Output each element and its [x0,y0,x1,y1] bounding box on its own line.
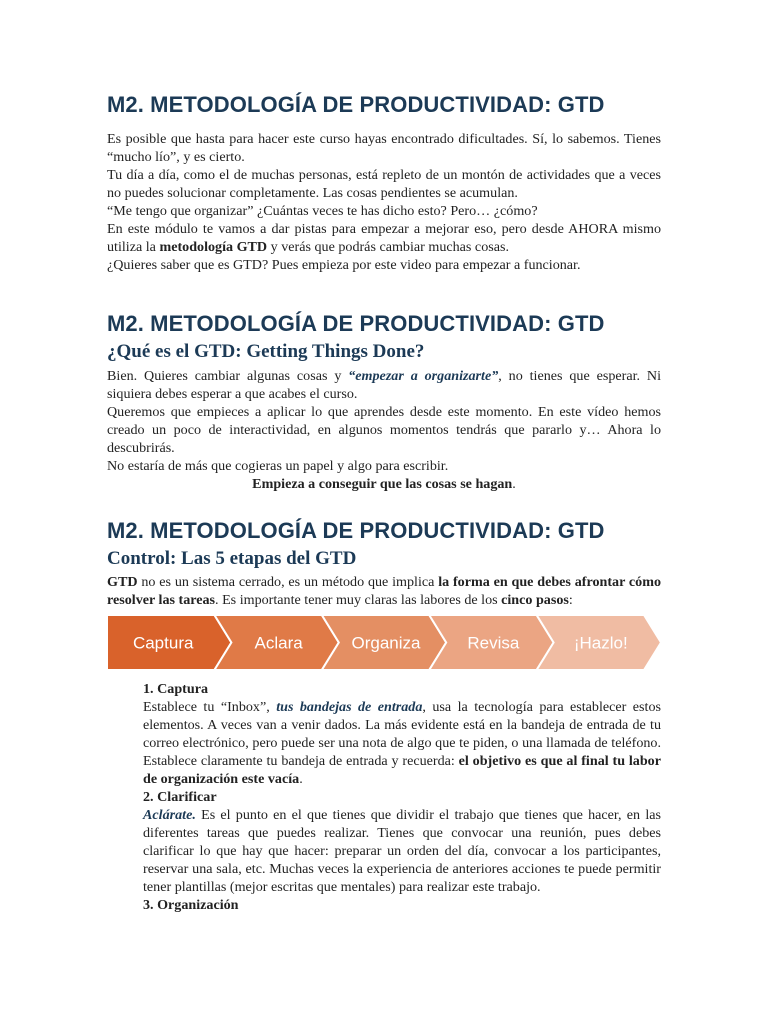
paragraph: ¿Quieres saber que es GTD? Pues empieza por este video para empezar a funcionar. [107,257,581,273]
section-what-is-gtd [107,311,661,493]
step-body [143,698,661,788]
paragraph: Establece tu “Inbox”, tus bandejas de entrada, usa la tecnología para establecer estos elementos. A veces van a venir dados. La más evidente está en la bandeja de entrada de tu correo electrónico, pero puede ser una nota de algo que te piden, o una llamada de teléfono. Establece claramente tu bandeja de entrada y recuerda: el objetivo es que al final tu labor de organización este vacía. [143,699,661,787]
bold-term: metodología GTD [159,239,268,255]
steps-list [143,680,661,914]
section-subtitle: Control: Las 5 etapas del GTD [107,548,357,569]
section-title: M2. METODOLOGÍA DE PRODUCTIVIDAD: GTD [107,518,605,543]
emphasis-text: tus bandejas de entrada [276,699,423,715]
paragraph: Tu día a día, como el de muchas personas, está repleto de un montón de actividades que a veces no puedes solucionar completamente. Las cosas pendientes se acumulan. [107,167,661,201]
process-chevrons [107,615,661,670]
paragraph: No estaría de más que cogieras un papel y algo para escribir. [107,458,449,474]
section-title: M2. METODOLOGÍA DE PRODUCTIVIDAD: GTD [107,92,605,117]
section-five-stages [107,518,661,609]
step-title: 2. Clarificar [143,789,217,805]
bold-term: el objetivo es que al final tu labor de organización este vacía [143,753,661,787]
emphasis-text: “empezar a organizarte” [348,368,499,384]
section-title: M2. METODOLOGÍA DE PRODUCTIVIDAD: GTD [107,311,605,336]
paragraph: GTD no es un sistema cerrado, es un método que implica la forma en que debes afrontar cómo resolver las tareas. Es importante tener muy claras las labores de los cinco pasos: [107,574,661,608]
paragraph: Es posible que hasta para hacer este curso hayas encontrado dificultades. Sí, lo sabemos. Tienes “mucho lío”, y es cierto. [107,131,661,165]
section-subtitle: ¿Qué es el GTD: Getting Things Done? [107,341,425,362]
paragraph: Queremos que empieces a aplicar lo que aprendes desde este momento. En este vídeo hemos creado un poco de interactividad, en algunos momentos tendrás que pararlo y… Ahora lo descubrirás. [107,404,661,456]
step-title: 3. Organización [143,897,239,913]
process-step-label: Organiza [351,633,421,653]
paragraph: En este módulo te vamos a dar pistas para empezar a mejorar eso, pero desde AHORA mismo utiliza la metodología GTD y verás que podrás cambiar muchas cosas. [107,221,661,255]
process-step-label: ¡Hazlo! [573,633,628,653]
paragraph-centered: Empieza a conseguir que las cosas se hagan. [252,476,516,492]
process-step-label: Revisa [467,633,520,653]
bold-call-to-action: Empieza a conseguir que las cosas se hagan [252,476,513,492]
gtd-process-diagram [107,615,661,670]
paragraph: Aclárate. Es el punto en el que tienes que dividir el trabajo que tienes que hacer, en las diferentes tareas que puedes realizar. Tienes que convocar una reunión, pues debes clarificar lo que hay que hacer: preparar un orden del día, convocar a los participantes, reservar una sala, etc. Muchas veces la experiencia de anteriores acciones te puede permitir tener plantillas (mejor escritas que mentales) para realizar este trabajo. [143,807,661,895]
section-intro [107,92,661,274]
paragraph: Bien. Quieres cambiar algunas cosas y “empezar a organizarte”, no tienes que esperar. Ni siquiera debes esperar a que acabes el curso. [107,368,661,402]
process-step-label: Captura [132,633,194,653]
paragraph: “Me tengo que organizar” ¿Cuántas veces te has dicho esto? Pero… ¿cómo? [107,203,538,219]
step-body [143,806,661,896]
section-body [107,573,661,609]
process-step-label: Aclara [254,633,303,653]
step-title: 1. Captura [143,681,208,697]
emphasis-text: Aclárate. [143,807,196,823]
section-body [107,130,661,274]
section-body [107,367,661,493]
